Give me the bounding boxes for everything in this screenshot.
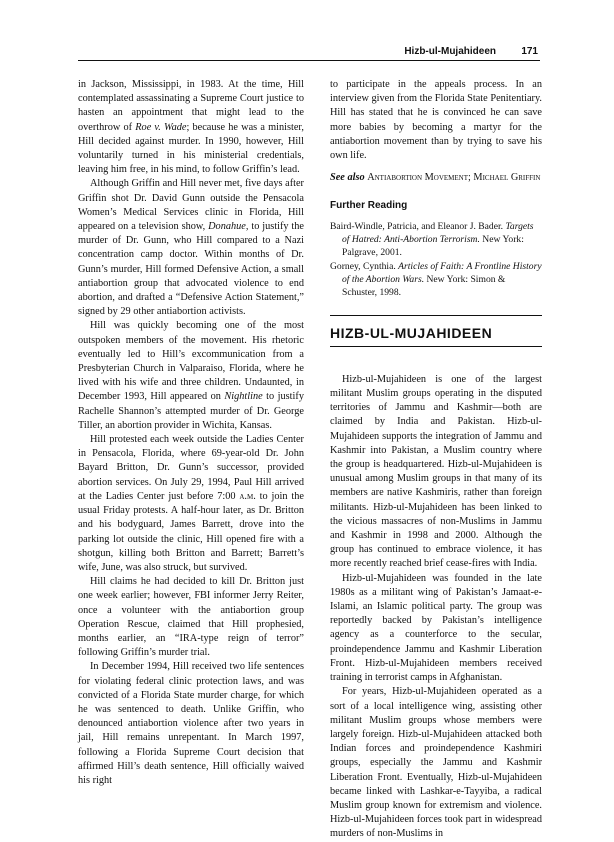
running-head-title: Hizb-ul-Mujahideen [404, 46, 496, 57]
left-column [78, 78, 304, 788]
cross-reference: Michael Griffin [473, 172, 541, 184]
reference-item: Baird-Windle, Patricia, and Eleanor J. Bader. Targets of Hatred: Anti-Abortion Terrorism. New York: Palgrave, 2001. [330, 220, 534, 258]
reference-item: Gorney, Cynthia. Articles of Faith: A Frontline History of the Abortion Wars. New York: Simon & Schuster, 1998. [330, 260, 542, 298]
show-title: Donahue, [208, 221, 249, 233]
paragraph: in Jackson, Mississippi, in 1983. At the time, Hill contemplated assassinating a Supreme Court justice to hasten an appointment that might lead to the overthrow of Roe v. Wade; because he was a minister, Hill decided against murder. In 1990, however, Hill voluntarily turned in his ministerial credentials, leaving him free, in his mind, to follow Griffin’s lead. [78, 79, 304, 176]
page-number: 171 [521, 46, 538, 57]
entry-title: HIZB-UL-MUJAHIDEEN [330, 315, 542, 340]
show-title: Nightline [224, 391, 263, 403]
paragraph: For years, Hizb-ul-Mujahideen operated as a sort of a local intelligence wing, assisting other militant Muslim groups whose members were largely foreign. Hizb-ul-Mujahideen attacked both Indian forces and proindependence Kashmiri groups, especially the Jammu and Kashmir Liberation Front. Eventually, Hizb-ul-Mujahideen became linked with Lashkar-e-Tayyiba, a radical Muslim group known for extremism and violence. Hizb-ul-Mujahideen forces took part in widespread murders of non-Muslims in [330, 686, 542, 840]
paragraph: Hill claims he had decided to kill Dr. Britton just one week earlier; however, FBI informer Jerry Reiter, once a volunteer with the antiabortion group Operation Rescue, claimed that Hill prophesied, months earlier, an “IRA-type reign of terror” following Griffin’s murder trial. [78, 576, 304, 659]
cross-reference: Antiabortion Movement; [367, 172, 471, 184]
paragraph: Hill protested each week outside the Ladies Center in Pensacola, Florida, where 69-year-old Dr. John Bayard Britton, Dr. Gunn’s successor, provided abortion services. On July 29, 1994, Paul Hill arrived at the Ladies Center just before 7:00 a.m. to join the usual Friday protests. A half-hour later, as Dr. Britton and his bodyguard, James Barrett, drove into the parking lot outside the clinic, Hill opened fire with a shotgun, killing both Britton and Barrett; Barrett’s wife, June, was also struck, but survived. [78, 434, 304, 573]
see-also [330, 171, 542, 185]
paragraph: to participate in the appeals process. In an interview given from the Florida State Penitentiary. Hill has stated that he is convinced he can save more babies by becoming a martyr for the antiabortion movement than by trying to save his own life. [330, 79, 542, 162]
paragraph: In December 1994, Hill received two life sentences for violating federal clinic protection laws, and was convicted of a Florida State murder charge, for which he was sentenced to death. Unlike Griffin, who denounced antiabortion violence after two years in jail, Hill remains unrepentant. In March 1997, following a Florida Supreme Court decision that affirmed Hill’s death sentence, Hill officially waived his right [78, 661, 304, 786]
entry-rule [330, 346, 542, 347]
right-column [330, 78, 542, 842]
entry-body [330, 373, 542, 842]
paragraph: Although Griffin and Hill never met, five days after Griffin shot Dr. David Gunn outside the Pensacola Women’s Medical Services clinic in Florida, Hill appeared on a television show, Donahue, to justify the murder of Dr. Gunn, who Hill compared to a Nazi concentration camp doctor. Within months of Dr. Gunn’s murder, Hill formed Defensive Action, a small antiabortion group that advocated violence to end abortion, and drafted a “Defensive Action Statement,” signed by 29 other antiabortion activists. [78, 178, 305, 318]
paragraph: Hizb-ul-Mujahideen was founded in the late 1980s as a militant wing of Pakistan’s Jamaat-e-Islami, an Islamic political party. The group was reportedly backed by Pakistan’s intelligence agency as a counterforce to the secular, proindependence Jammu and Kashmir Liberation Front. Hizb-ul-Mujahideen members received training in terrorist camps in Afghanistan. [330, 572, 542, 684]
time-marker: a.m. [239, 490, 256, 502]
paragraph: Hizb-ul-Mujahideen is one of the largest militant Muslim groups operating in the disputed territories of Jammu and Kashmir—both are claimed by India and Pakistan. Hizb-ul-Mujahideen supports the integration of Jammu and Kashmir into Pakistan, a Muslim country where the group is headquartered. Hizb-ul-Mujahideen is unusual among Muslim groups in that many of its members are native Kashmiris, rather than foreign militants. Hizb-ul-Mujahideen has been linked to the vicious massacres of non-Muslims in Jammu and Kashmir in 1998 and 2000. Although the group has continued to embrace violence, it has more recently reached brief cease-fires with India. [330, 373, 542, 570]
references [330, 220, 542, 299]
see-also-label: See also [330, 172, 365, 184]
case-title: Roe v. Wade [135, 121, 187, 133]
paragraph: Hill was quickly becoming one of the most outspoken members of the movement. His rhetoric eventually led to Hill’s excommunication from a Presbyterian Church in Valparaiso, Florida, where he lived with his wife and three children. Undaunted, in December 1993, Hill appeared on Nightline to justify Rachelle Shannon’s attempted murder of Dr. George Tiller, an abortion provider in Wichita, Kansas. [78, 320, 304, 431]
further-reading-heading: Further Reading [330, 200, 408, 212]
running-head [78, 44, 540, 61]
